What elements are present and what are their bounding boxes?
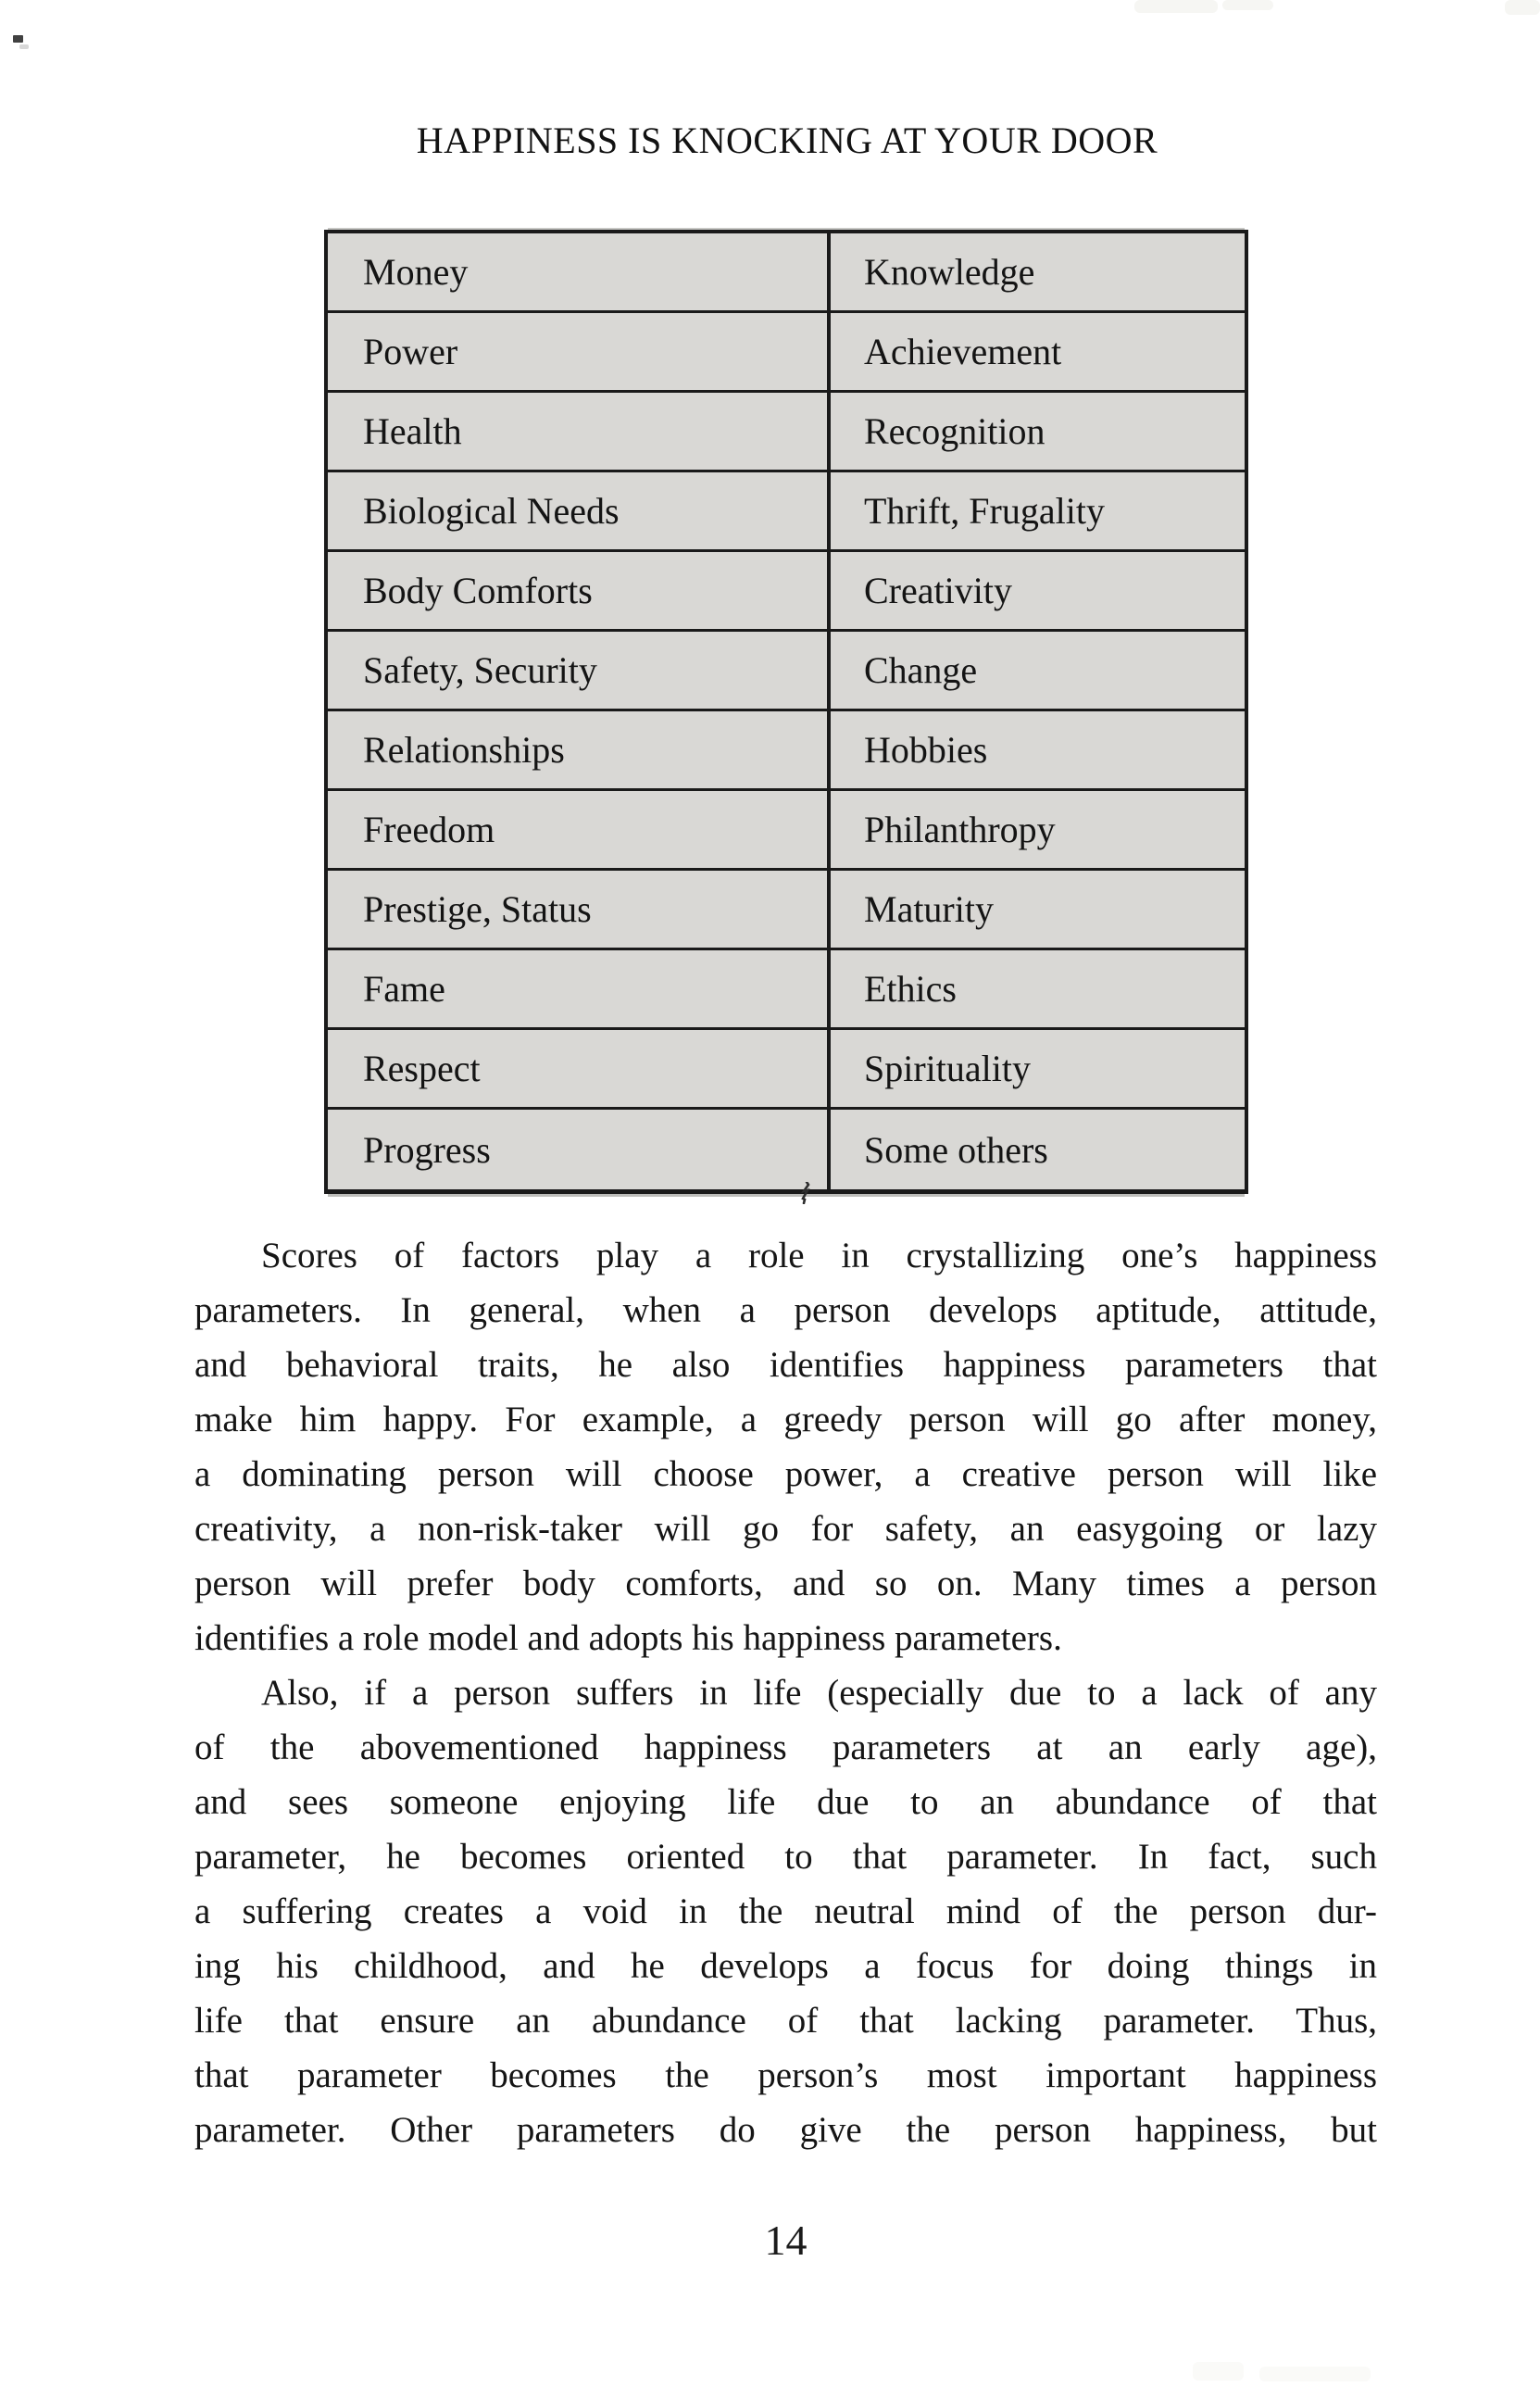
table-cell-left: Body Comforts: [328, 552, 831, 629]
table-row: [328, 871, 1245, 950]
scan-smudge: [1505, 0, 1540, 15]
table-row: [328, 1110, 1245, 1189]
table-cell-left: Respect: [328, 1030, 831, 1107]
body-text-line: identifies a role model and adopts his happiness parameters.: [194, 1618, 1062, 1658]
table-row: [328, 233, 1245, 313]
table-row: [328, 552, 1245, 632]
body-text-line: life that ensure an abundance of that lacking parameter. Thus,: [194, 2001, 1377, 2041]
body-text-line: parameter, he becomes oriented to that parameter. In fact, such: [194, 1837, 1377, 1877]
body-text-line: a suffering creates a void in the neutral mind of the person dur-: [194, 1891, 1377, 1931]
table-cell-left: Relationships: [328, 711, 831, 788]
scan-artifact-mark: [800, 1182, 811, 1204]
body-text-line: ing his childhood, and he develops a focus for doing things in: [194, 1946, 1377, 1986]
body-text-line: that parameter becomes the person’s most important happiness: [194, 2055, 1377, 2095]
table-row: [328, 632, 1245, 711]
table-cell-left: Money: [328, 233, 831, 310]
table-cell-right: Hobbies: [864, 729, 988, 771]
table-cell-left: Health: [328, 393, 831, 470]
table-cell-left: Safety, Security: [328, 632, 831, 709]
table-cell-left: Prestige, Status: [328, 871, 831, 948]
table-cell-right: Ethics: [864, 968, 957, 1010]
table-cell-right: Creativity: [864, 570, 1012, 611]
table-row: [328, 950, 1245, 1030]
table-cell-right: Maturity: [864, 888, 994, 930]
table-cell-right: Spirituality: [864, 1048, 1031, 1089]
table-cell-right: Knowledge: [864, 251, 1035, 293]
table-cell-right: Some others: [864, 1128, 1048, 1171]
table-cell-right: Recognition: [864, 410, 1045, 452]
table-row: [328, 313, 1245, 393]
body-text-line: Also, if a person suffers in life (especially due to a lack of any: [261, 1673, 1377, 1713]
page-number: 14: [764, 2217, 808, 2264]
table-cell-right: Change: [864, 649, 978, 691]
scan-smudge: [1259, 2367, 1371, 2381]
table-row: [328, 472, 1245, 552]
table-cell-left: Biological Needs: [328, 472, 831, 549]
body-text-line: and sees someone enjoying life due to an abundance of that: [194, 1782, 1377, 1822]
table-row: [328, 791, 1245, 871]
scan-speck: [19, 44, 29, 49]
table-cell-right: Thrift, Frugality: [864, 490, 1105, 532]
table-row: [328, 393, 1245, 472]
body-text-line: person will prefer body comforts, and so on. Many times a person: [194, 1564, 1377, 1603]
table-cell-right: Achievement: [864, 331, 1062, 372]
body-text-line: parameter. Other parameters do give the person happiness, but: [194, 2110, 1377, 2150]
table-cell-left: Power: [328, 313, 831, 390]
table-cell-left: Progress: [328, 1110, 831, 1189]
table-row: [328, 1030, 1245, 1110]
body-text-line: Scores of factors play a role in crystallizing one’s happiness: [261, 1236, 1377, 1275]
body-text-line: make him happy. For example, a greedy person will go after money,: [194, 1400, 1377, 1439]
body-text-line: of the abovementioned happiness parameters at an early age),: [194, 1727, 1377, 1767]
table-row: [328, 711, 1245, 791]
scan-smudge: [1193, 2362, 1244, 2381]
happiness-parameters-table: [324, 230, 1248, 1194]
table-cell-left: Freedom: [328, 791, 831, 868]
scan-smudge: [1134, 0, 1218, 13]
table-cell-right: Philanthropy: [864, 809, 1056, 850]
table-cell-left: Fame: [328, 950, 831, 1027]
body-text-line: parameters. In general, when a person develops aptitude, attitude,: [194, 1290, 1377, 1330]
body-text: [194, 1228, 1377, 2157]
body-text-line: a dominating person will choose power, a creative person will like: [194, 1454, 1377, 1494]
body-text-line: creativity, a non-risk-taker will go for safety, an easygoing or lazy: [194, 1509, 1377, 1549]
scan-speck: [13, 35, 23, 43]
scan-smudge: [1222, 0, 1273, 10]
body-text-line: and behavioral traits, he also identifies happiness parameters that: [194, 1345, 1377, 1385]
running-head: HAPPINESS IS KNOCKING AT YOUR DOOR: [416, 119, 1158, 161]
